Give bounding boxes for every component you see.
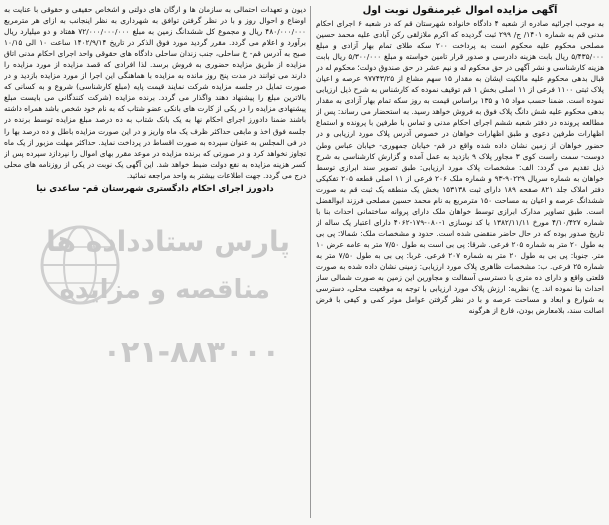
- watermark-brand: پارس ستادداده ها: [46, 225, 290, 258]
- notice-right-column: [316, 4, 604, 524]
- notice-left-column: [4, 4, 306, 209]
- notice-signature: دادورز اجرای احکام دادگستری شهرستان قم- ساعدی نیا: [36, 183, 274, 194]
- notice-body-left: دیون و تعهدات احتمالی به سازمان ها و ارگان های دولتی و اشخاص حقیقی و حقوقی با عنایت به اوضاع و احوال روز و با در نظر گرفتن توافق به شهرداری به نظر اینجانب به ازای هر مترمربع ۴۸۰/۰۰۰/۰۰۰ ریال و مجموع کل ششدانگ زمین به مبلغ ۷۲/۰۰۰/۰۰۰/۰۰۰ هفتاد و دو میلیارد ریال برآورد و اعلام می گردد. مقرر گردید مورد فوق الذکر در تاریخ ۱۴۰۲/۹/۱۴ ساعت ۱۰ الی ۱۰/۱۵ صبح به آدرس قم- خ ساحلی، جنب زندان ساحلی دادگاه های حقوقی واحد اجرای احکام مدنی اتاق مزایده از طریق مزایده حضوری به فروش برسد. لذا افرادی که قصد مزایده از مورد مزایده را دارند می توانند در مدت پنج روز مانده به مزایده با هماهنگی این اجرا از مورد مزایده بازدید و در صورت تمایل در جلسه مزایده شرکت نمایند قیمت پایه (مبلغ کارشناسی) شروع و به کسانی که بالاترین مبلغ را پیشنهاد دهند واگذار می گردد. برنده مزایده (شرکت کنندگانی می بایست مبلغ پیشنهادی مزایده را در یکی از کارت های بانکی عضو شتاب که به نام خود شخص باشد همراه داشته باشند ضمنا دادورز اجرای احکام نها به یک بانک شتاب به ده درصد مبلغ مزایده توسط برنده در جلسه فوق اخذ و مابقی حداکثر ظرف یک ماه واریز و در این صورت مزایده باطل و ده درصد بها را در فی المجلس به عنوان سپرده به صورت اقساط در پرداخت نماید. حداکثر مهلت مزبور از یک ماه تجاوز نخواهد کرد و در صورتی که برنده مزایده در موعد مقرر بهای اموال را نپردازد سپرده پس از کسر هزینه مزایده به نفع دولت ضبط خواهد شد. این آگهی یک نوبت در یکی از روزنامه های محلی درج می گردد. جهت اطلاعات بیشتر به واحد مراجعه نمائید.: [4, 5, 306, 180]
- watermark-tagline: مناقصه و مزایده: [59, 275, 270, 305]
- notice-title: آگهی مزایده اموال غیرمنقول نوبت اول: [362, 5, 558, 16]
- watermark-phone: ۰۲۱-۸۸۳۰۰۰: [102, 335, 280, 370]
- column-divider: [310, 6, 311, 518]
- notice-body-right: به موجب اجرائیه صادره از شعبه ۴ دادگاه خانواده شهرستان قم که در شعبه ۶ اجرای احکام مدنی قم به شماره ۱۴۰۱/ ج/ ۲۹۹ ثبت گردیده که اکرم ملازلقی رکن آبادی علیه محمد حسین مصلحی محکوم علیه محکوم است به پرداخت ۲۰۰ سکه طلای تمام بهار آزادی و مبلغ ۵/۴۳۵/۰۰۰ ریال بابت هزینه دادرسی و صدور قرار تامین خواسته و مبلغ ۵/۳۰۰/۰۰۰ ریال بابت هزینه کارشناسی و نشر آگهی در حق محکوم له و نیم عشر در حق صندوق دولت؛ محکوم له در قبال بدهی محکوم علیه مالکیت ایشان به مقدار ۱۵ سهم مشاع از ۹۷۷۴۳/۲۵ عرصه و اعیان پلاک ثبتی ۱۱۰۰ فرعی از ۱۱ اصلی بخش ۱ قم توقیف نموده که کارشناس به شرح ذیل ارزیابی نموده است. ضمنا حسب مواد ۱۵ و ۱۳۵ براساس قیمت به روز سکه تمام بهار آزادی به مقدار بدهی محکوم علیه شش دانگ پلاک فوق به فروش خواهد رسید. به استحضار می رساند: پس از مطالعه پرونده در دفتر شعبه ششم اجرای احکام مدنی و تماس با طرفین با پرونده و استماع اظهارات طرفین دعوی و طبق اظهارات خواهان در خصوص آدرس پلاک مورد ارزیابی و در حضور خواهان از زمین نشان داده شده واقع در قم- خیابان جمهوری- خیابان عباس وطن دوست- سمت راست کوی ۳ مجاور پلاک ۹ بازدید به عمل آمده و گزارش کارشناسی به شرح ذیل تقدیم می گردد: الف: مشخصات پلاک مورد ارزیابی: طبق تصویر سند ابرازی توسط خواهان به شماره سریال ۹۰۲۲۹-۹۳ و شماره ملک ۲۰۶ فرعی از ۱۱ اصلی قطعه ۲۰۵ تفکیکی دفتر املاک جلد ۸۲۱ صفحه ۱۸۹ دارای ثبت ۱۵۳۱۳۸ بخش یک منطقه یک ثبت قم به صورت ششدانگ عرصه و اعیان به مساحت ۱۵۰ مترمربع به نام محمد حسین مصلحی فرزند ابوالفضل است. طبق تصاویر مدارک ابرازی توسط خواهان ملک دارای پروانه ساختمانی احداث بنا با شماره ۴/۱۰/۴۲۷ مورخ ۱۳۸۲/۱۱/۱۱ با کد نوسازی ۱-۰۸۰-۱۷۹-۴۰۶۲ دارای اعتبار یک ساله از تاریخ صدور بوده که در حال حاضر منقضی شده است. حدود و مشخصات ملک: شمالا: پی بی به طول ۲۰ متر به شماره ۲۰۵ فرعی. شرقا: پی بی است به طول ۷/۵۰ متر به عامه عرض ۱۰ متر. جنوبا: پی بی به طول ۲۰ متر به شماره ۲۰۷ فرعی. غربا: پی بی به طول ۷/۵۰ متر به شماره ۲۵ فرعی. ب: مشخصات ظاهری پلاک مورد ارزیابی: زمینی نشان داده شده به صورت قلعتی واقع و دارای ده متری با دسترسی آسفالت و مجاورین این زمین به صورت شمالی ساز احداث بنا نموده اند. ج) نظریه: ارزش پلاک مورد ارزیابی با توجه به موقعیت محلی، دسترسی به شوارع و ابعاد و مساحت عرصه و با در نظر گرفتن عوامل موثر کمی و کیفی با فرض اصالت سند، بلامعارض بودن، فارغ از هرگونه: [316, 19, 604, 316]
- publisher-watermark: [30, 215, 290, 455]
- globe-emblem-icon: [30, 215, 130, 315]
